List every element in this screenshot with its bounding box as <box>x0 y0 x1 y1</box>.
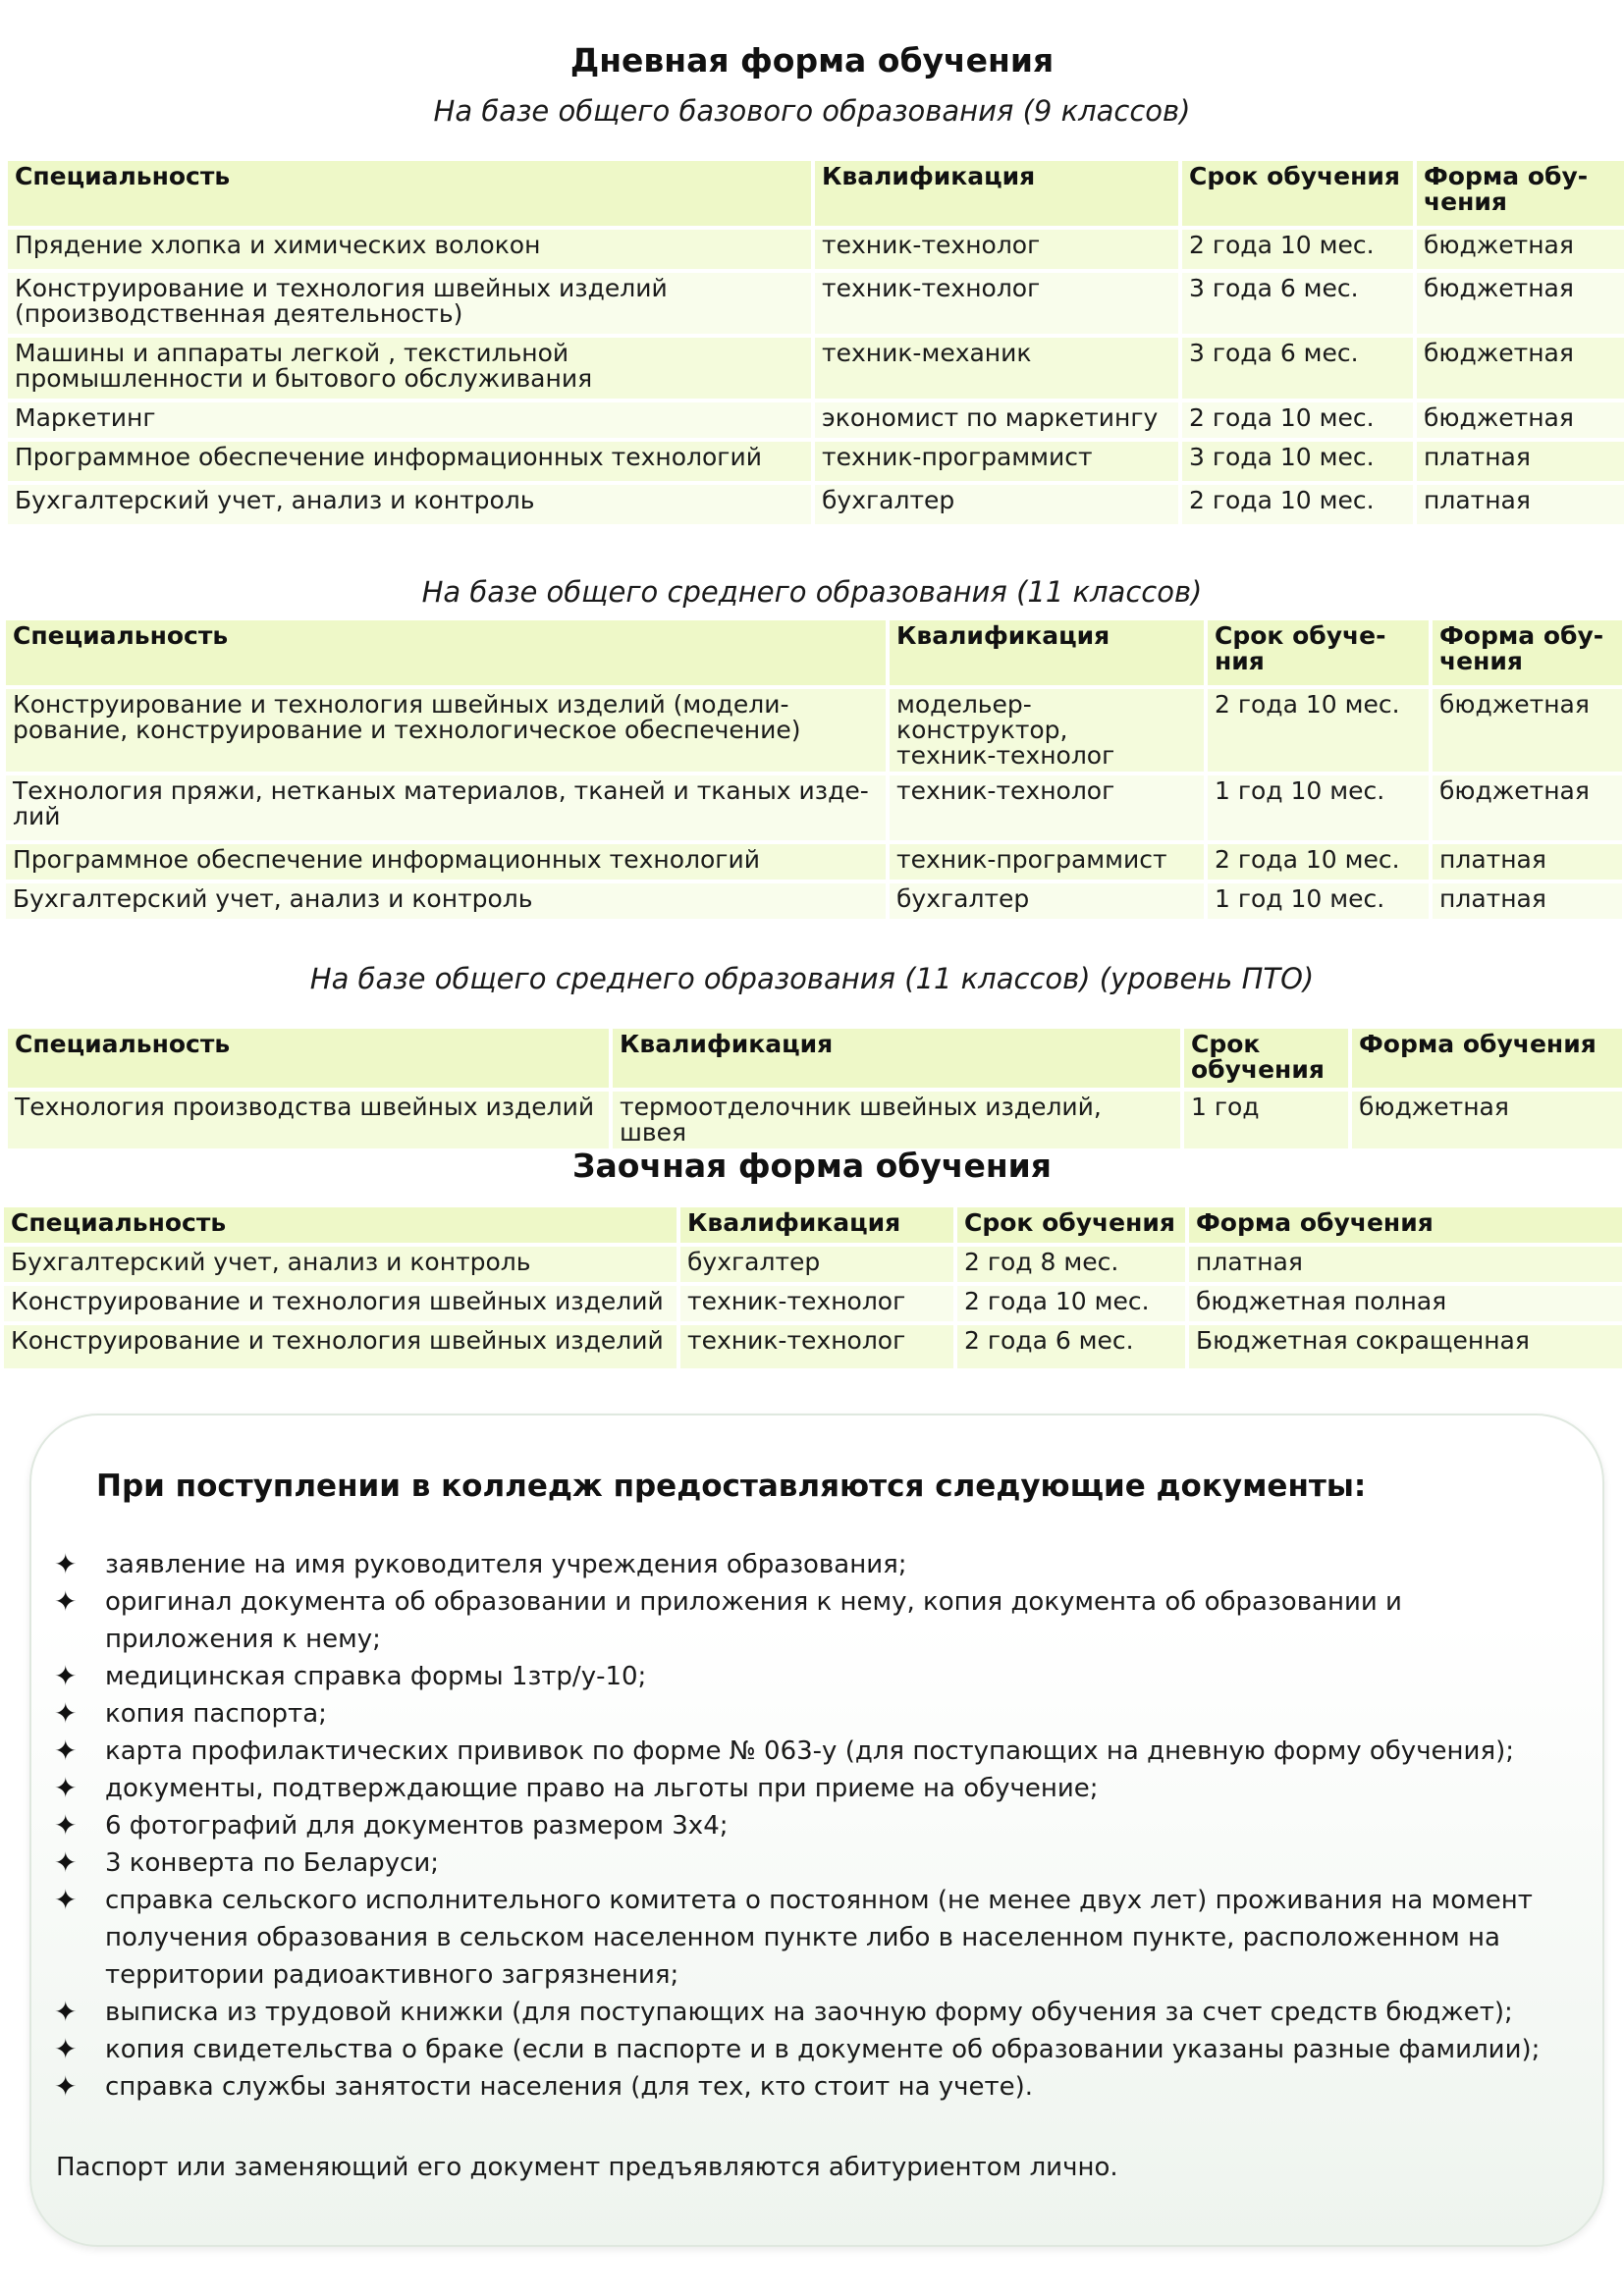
cell-duration: 3 года 6 мес. <box>1182 338 1413 399</box>
day-form-title: Дневная форма обучения <box>569 41 1055 80</box>
cell-qualification: техник-технолог <box>680 1286 953 1321</box>
list-item <box>54 1882 1566 1994</box>
list-item <box>54 1770 1566 1807</box>
header-form: Форма обучения <box>1352 1029 1622 1088</box>
document-item-text: 3 конверта по Беларуси; <box>105 1848 439 1878</box>
table-day-pto <box>4 1025 1624 1152</box>
list-item <box>54 2068 1566 2106</box>
table-row <box>8 1092 1622 1148</box>
cell-duration: 2 года 10 мес. <box>957 1286 1185 1321</box>
table-header-row <box>8 1029 1622 1088</box>
document-item-text: выписка из трудовой книжки (для поступающих на заочную форму обучения за счет средств бюджет); <box>105 1998 1513 2027</box>
header-duration: Срок обучения <box>957 1207 1185 1243</box>
document-item-text: 6 фотографий для документов размером 3х4; <box>105 1811 729 1841</box>
star-bullet-icon: ✦ <box>54 1585 78 1618</box>
header-duration: Срок обуче- ния <box>1208 620 1429 685</box>
star-bullet-icon: ✦ <box>54 2070 78 2103</box>
document-item-text: медицинская справка формы 1зтр/у-10; <box>105 1662 647 1691</box>
cell-qualification: техник-механик <box>815 338 1178 399</box>
star-bullet-icon: ✦ <box>54 1884 78 1916</box>
cell-form: бюджетная <box>1352 1092 1622 1148</box>
documents-list <box>54 1546 1566 2106</box>
header-qualification: Квалификация <box>680 1207 953 1243</box>
subtitle-secondary-education: На базе общего среднего образования (11 классов) <box>421 575 1203 609</box>
cell-specialty: Маркетинг <box>8 402 811 438</box>
documents-title: При поступлении в колледж предоставляются следующие документы: <box>96 1468 1367 1504</box>
cell-specialty: Бухгалтерский учет, анализ и контроль <box>4 1247 677 1282</box>
cell-form: платная <box>1433 883 1622 919</box>
list-item <box>54 1583 1566 1658</box>
cell-duration: 2 года 10 мес. <box>1182 485 1413 524</box>
cell-qualification: термоотделочник швейных изделий, швея <box>613 1092 1180 1148</box>
header-specialty: Специальность <box>8 161 811 226</box>
cell-form: платная <box>1417 485 1624 524</box>
cell-qualification: техник-программист <box>815 442 1178 481</box>
cell-duration: 1 год 10 мес. <box>1208 883 1429 919</box>
cell-specialty: Конструирование и технология швейных изделий <box>4 1286 677 1321</box>
extramural-form-title: Заочная форма обучения <box>572 1147 1052 1185</box>
table-row <box>8 273 1624 334</box>
document-item-text: справка службы занятости населения (для тех, кто стоит на учете). <box>105 2072 1034 2102</box>
list-item <box>54 1695 1566 1733</box>
table-row <box>4 1286 1622 1321</box>
document-item-text: копия паспорта; <box>105 1699 327 1729</box>
document-item-text: заявление на имя руководителя учреждения образования; <box>105 1550 907 1579</box>
cell-qualification: техник-технолог <box>680 1325 953 1368</box>
table-header-row <box>4 1207 1622 1243</box>
cell-qualification: техник-технолог <box>815 273 1178 334</box>
header-qualification: Квалификация <box>815 161 1178 226</box>
header-duration: Срок обучения <box>1182 161 1413 226</box>
cell-qualification: модельер-конструктор, техник-технолог <box>890 689 1204 772</box>
star-bullet-icon: ✦ <box>54 1735 78 1767</box>
table-row <box>6 883 1622 919</box>
cell-qualification: техник-технолог <box>815 230 1178 269</box>
star-bullet-icon: ✦ <box>54 1660 78 1692</box>
cell-form: бюджетная <box>1417 338 1624 399</box>
table-extramural <box>0 1203 1624 1372</box>
table-row <box>8 338 1624 399</box>
cell-form: Бюджетная сокращенная <box>1189 1325 1622 1368</box>
cell-form: платная <box>1417 442 1624 481</box>
header-specialty: Специальность <box>8 1029 609 1088</box>
header-specialty: Специальность <box>6 620 886 685</box>
cell-specialty: Технология производства швейных изделий <box>8 1092 609 1148</box>
cell-qualification: бухгалтер <box>890 883 1204 919</box>
cell-specialty: Программное обеспечение информационных технологий <box>8 442 811 481</box>
document-item-text: документы, подтверждающие право на льготы при приеме на обучение; <box>105 1774 1099 1803</box>
star-bullet-icon: ✦ <box>54 1809 78 1842</box>
cell-specialty: Машины и аппараты легкой , текстильной промышленности и бытового обслуживания <box>8 338 811 399</box>
cell-form: бюджетная <box>1417 273 1624 334</box>
cell-qualification: техник-программист <box>890 844 1204 880</box>
star-bullet-icon: ✦ <box>54 1772 78 1804</box>
cell-duration: 2 года 10 мес. <box>1182 402 1413 438</box>
table-header-row <box>8 161 1624 226</box>
cell-form: платная <box>1189 1247 1622 1282</box>
cell-form: платная <box>1433 844 1622 880</box>
cell-specialty: Конструирование и технология швейных изделий (модели- рование, конструирование и технологическое обеспечение) <box>6 689 886 772</box>
table-row <box>8 230 1624 269</box>
header-duration: Срок обучения <box>1184 1029 1348 1088</box>
cell-specialty: Бухгалтерский учет, анализ и контроль <box>8 485 811 524</box>
cell-duration: 2 год 8 мес. <box>957 1247 1185 1282</box>
subtitle-basic-education: На базе общего базового образования (9 классов) <box>433 94 1191 128</box>
header-form: Форма обу- чения <box>1433 620 1622 685</box>
subtitle-secondary-pto: На базе общего среднего образования (11 классов) (уровень ПТО) <box>309 962 1315 995</box>
table-row <box>6 689 1622 772</box>
table-row <box>8 442 1624 481</box>
list-item <box>54 1807 1566 1844</box>
cell-form: бюджетная <box>1417 402 1624 438</box>
cell-qualification: бухгалтер <box>815 485 1178 524</box>
table-header-row <box>6 620 1622 685</box>
star-bullet-icon: ✦ <box>54 1548 78 1580</box>
cell-duration: 1 год <box>1184 1092 1348 1148</box>
document-item-text: копия свидетельства о браке (если в паспорте и в документе об образовании указаны разные фамилии); <box>105 2035 1541 2064</box>
cell-qualification: экономист по маркетингу <box>815 402 1178 438</box>
list-item <box>54 1658 1566 1695</box>
header-form: Форма обучения <box>1189 1207 1622 1243</box>
list-item <box>54 1844 1566 1882</box>
cell-specialty: Программное обеспечение информационных технологий <box>6 844 886 880</box>
table-row <box>6 844 1622 880</box>
cell-duration: 2 года 10 мес. <box>1182 230 1413 269</box>
cell-qualification: бухгалтер <box>680 1247 953 1282</box>
table-row <box>6 775 1622 840</box>
cell-specialty: Конструирование и технология швейных изделий <box>4 1325 677 1368</box>
star-bullet-icon: ✦ <box>54 1996 78 2028</box>
star-bullet-icon: ✦ <box>54 1697 78 1730</box>
documents-footer: Паспорт или заменяющий его документ предъявляются абитуриентом лично. <box>56 2153 1118 2182</box>
table-row <box>4 1247 1622 1282</box>
cell-duration: 2 года 6 мес. <box>957 1325 1185 1368</box>
table-row <box>4 1325 1622 1368</box>
list-item <box>54 1733 1566 1770</box>
cell-duration: 1 год 10 мес. <box>1208 775 1429 840</box>
star-bullet-icon: ✦ <box>54 1846 78 1879</box>
header-specialty: Специальность <box>4 1207 677 1243</box>
cell-form: бюджетная <box>1433 689 1622 772</box>
table-day-basic <box>4 157 1624 528</box>
cell-specialty: Технология пряжи, нетканых материалов, тканей и тканых изде- лий <box>6 775 886 840</box>
cell-duration: 3 года 6 мес. <box>1182 273 1413 334</box>
star-bullet-icon: ✦ <box>54 2033 78 2065</box>
header-form: Форма обу- чения <box>1417 161 1624 226</box>
cell-form: бюджетная <box>1433 775 1622 840</box>
cell-specialty: Бухгалтерский учет, анализ и контроль <box>6 883 886 919</box>
cell-duration: 3 года 10 мес. <box>1182 442 1413 481</box>
list-item <box>54 2031 1566 2068</box>
table-day-secondary <box>2 616 1624 923</box>
cell-specialty: Прядение хлопка и химических волокон <box>8 230 811 269</box>
document-item-text: карта профилактических прививок по форме № 063-у (для поступающих на дневную форму обучения); <box>105 1736 1514 1766</box>
cell-form: бюджетная полная <box>1189 1286 1622 1321</box>
list-item <box>54 1994 1566 2031</box>
cell-form: бюджетная <box>1417 230 1624 269</box>
document-item-text: справка сельского исполнительного комитета о постоянном (не менее двух лет) проживания на момент получения образования в сельском населенном пункте либо в населенном пункте, расположенном на территории радиоактивного загрязнения; <box>105 1886 1533 1990</box>
table-row <box>8 402 1624 438</box>
cell-duration: 2 года 10 мес. <box>1208 844 1429 880</box>
table-row <box>8 485 1624 524</box>
header-qualification: Квалификация <box>613 1029 1180 1088</box>
list-item <box>54 1546 1566 1583</box>
cell-specialty: Конструирование и технология швейных изделий (производственная деятельность) <box>8 273 811 334</box>
document-item-text: оригинал документа об образовании и приложения к нему, копия документа об образовании и приложения к нему; <box>105 1587 1402 1654</box>
header-qualification: Квалификация <box>890 620 1204 685</box>
cell-qualification: техник-технолог <box>890 775 1204 840</box>
cell-duration: 2 года 10 мес. <box>1208 689 1429 772</box>
